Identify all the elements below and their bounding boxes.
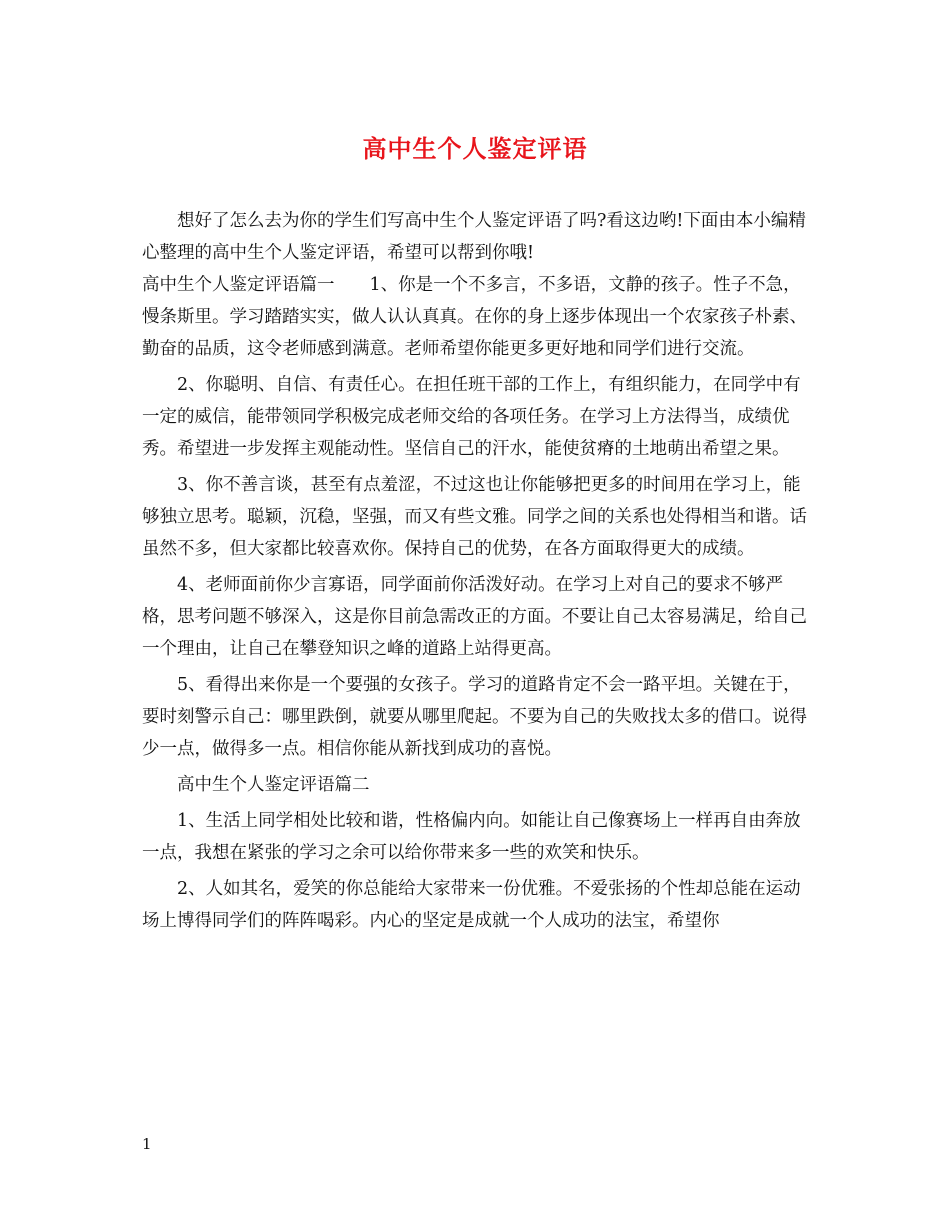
section-2-paragraph-1: 1、生活上同学相处比较和谐，性格偏内向。如能让自己像赛场上一样再自由奔放一点，我想在紧张的学习之余可以给你带来多一些的欢笑和快乐。: [142, 811, 801, 863]
document-title: 高中生个人鉴定评语: [362, 134, 588, 163]
section-1-paragraph-4: 4、老师面前你少言寡语，同学面前你活泼好动。在学习上对自己的要求不够严格，思考问题不够深入，这是你目前急需改正的方面。不要让自己太容易满足，给自己一个理由，让自己在攀登知识之峰的道路上站得更高。: [142, 575, 807, 659]
section-1-paragraph-2: 2、你聪明、自信、有责任心。在担任班干部的工作上，有组织能力，在同学中有一定的威信，能带领同学积极完成老师交给的各项任务。在学习上方法得当，成绩优秀。希望进一步发挥主观能动性。坚信自己的汗水，能使贫瘠的土地萌出希望之果。: [142, 375, 801, 459]
document-body: [142, 205, 809, 937]
page-number: 1: [142, 1135, 152, 1153]
section-1-paragraph-5: 5、看得出来你是一个要强的女孩子。学习的道路肯定不会一路平坦。关键在于，要时刻警示自己：哪里跌倒，就要从哪里爬起。不要为自己的失败找太多的借口。说得少一点，做得多一点。相信你能从新找到成功的喜悦。: [142, 675, 807, 759]
section-2-heading: 高中生个人鉴定评语篇二: [177, 775, 370, 795]
section-2-paragraph-2: 2、人如其名，爱笑的你总能给大家带来一份优雅。不爱张扬的个性却总能在运动场上博得同学们的阵阵喝彩。内心的坚定是成就一个人成功的法宝，希望你: [142, 879, 801, 931]
section-1-paragraph-1: 高中生个人鉴定评语篇一 1、你是一个不多言，不多语，文静的孩子。性子不急，慢条斯里。学习踏踏实实，做人认认真真。在你的身上逐步体现出一个农家孩子朴素、勤奋的品质，这令老师感到满意。老师希望你能更多更好地和同学们进行交流。: [142, 275, 807, 359]
section-1-paragraph-3: 3、你不善言谈，甚至有点羞涩，不过这也让你能够把更多的时间用在学习上，能够独立思考。聪颖，沉稳，坚强，而又有些文雅。同学之间的关系也处得相当和谐。话虽然不多，但大家都比较喜欢你。保持自己的优势，在各方面取得更大的成绩。: [142, 475, 807, 559]
intro-paragraph: 想好了怎么去为你的学生们写高中生个人鉴定评语了吗?看这边哟!下面由本小编精心整理的高中生个人鉴定评语，希望可以帮到你哦!: [142, 211, 806, 263]
